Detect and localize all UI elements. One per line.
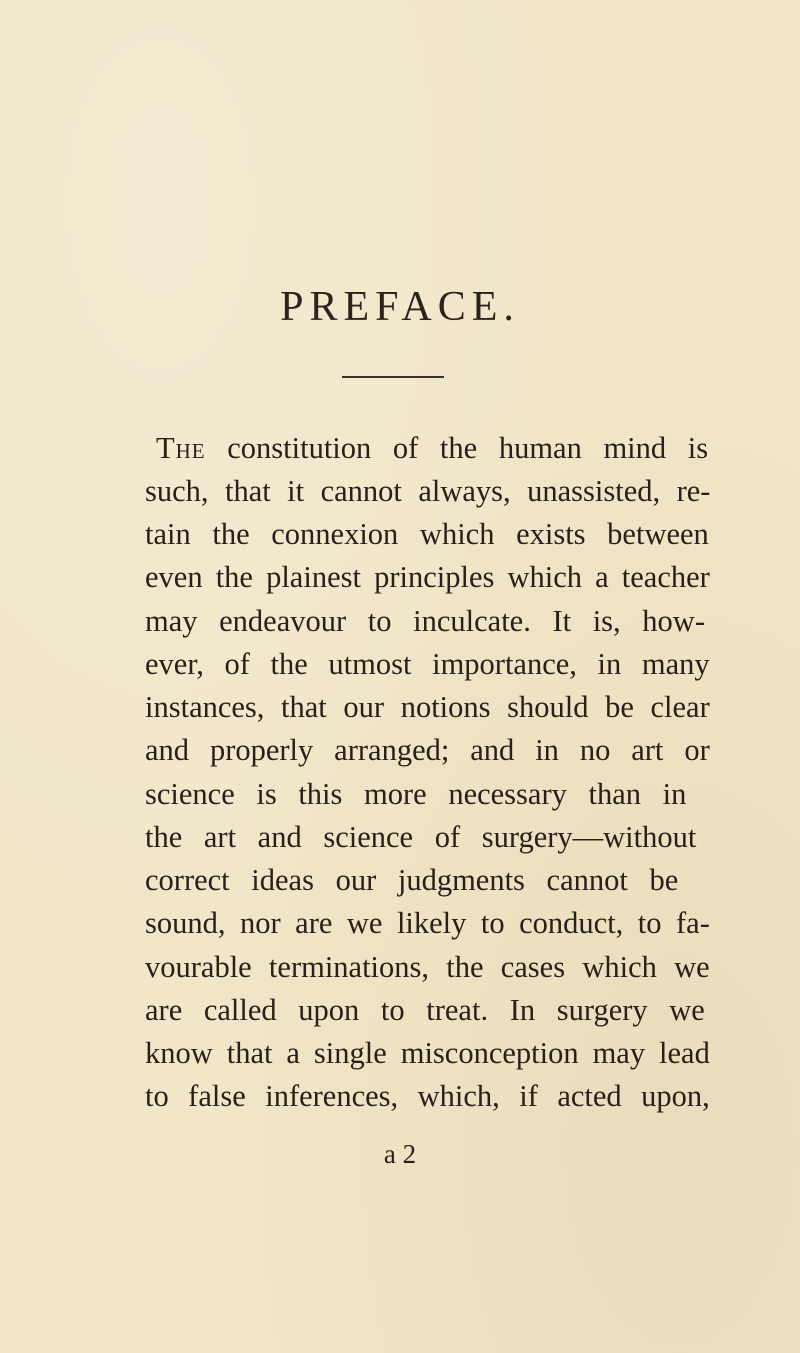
text-line: sound, nor are we likely to conduct, to fa- (145, 906, 710, 940)
signature-mark: a 2 (383, 1139, 417, 1169)
title-rule (342, 376, 444, 378)
text-line: instances, that our notions should be clear (145, 690, 710, 724)
opening-word: The (156, 431, 206, 465)
text-line: science is this more necessary than in (145, 777, 687, 811)
text-line: may endeavour to inculcate. It is, how- (145, 604, 705, 638)
text-line (156, 426, 708, 471)
text-line: even the plainest principles which a teacher (145, 560, 710, 594)
text-line: tain the connexion which exists between (145, 517, 709, 551)
text-line: such, that it cannot always, unassisted, re- (145, 474, 711, 508)
text-line: know that a single misconception may lead (145, 1036, 710, 1070)
text-line: vourable terminations, the cases which we (145, 950, 710, 984)
text-line-content: constitution of the human mind is (205, 431, 709, 465)
text-line: and properly arranged; and in no art or (145, 733, 710, 767)
text-line: ever, of the utmost importance, in many (145, 647, 710, 681)
text-line: correct ideas our judgments cannot be (145, 863, 679, 897)
text-line: the art and science of surgery—without (145, 820, 697, 854)
text-line: to false inferences, which, if acted upon, (145, 1079, 710, 1113)
text-line: are called upon to treat. In surgery we (145, 993, 705, 1027)
page-title: PREFACE. (280, 284, 520, 330)
